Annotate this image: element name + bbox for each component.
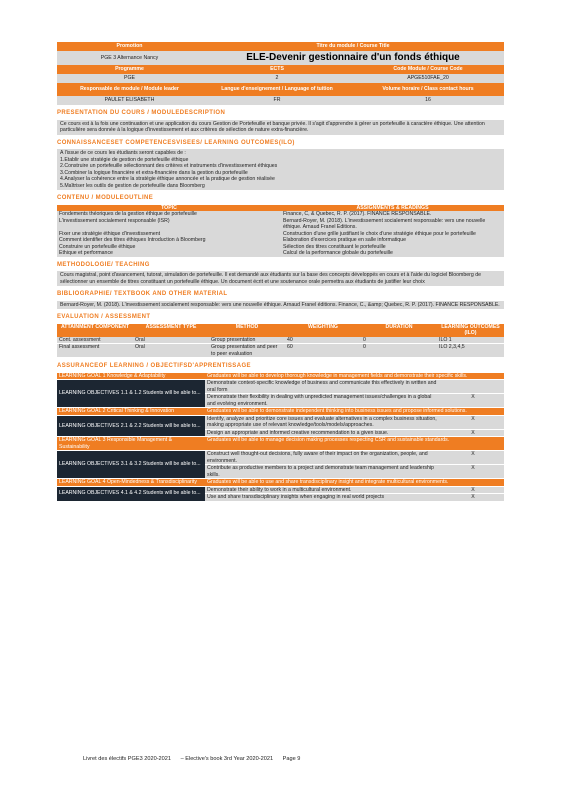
hours-value: 16 bbox=[425, 97, 431, 104]
objective-mark: X bbox=[442, 494, 504, 502]
goal-statement: Graduates will be able to use and share transdisciplinary insight and integrate multicultural environments. bbox=[205, 479, 504, 487]
table-row bbox=[57, 250, 504, 257]
eval-col-type: ASSESSMENT TYPE bbox=[145, 323, 197, 330]
course-title: ELE-Devenir gestionnaire d'un fonds éthique bbox=[246, 51, 460, 63]
eval-weight: 60 bbox=[285, 344, 361, 358]
language-value: FR bbox=[273, 97, 281, 104]
topic-cell: Fixer une stratégie éthique d'investissement bbox=[59, 230, 161, 237]
content-heading: CONTENU / MODULEOUTLINE bbox=[57, 195, 154, 201]
language-label: Langue d'enseignement / Language of tuition bbox=[221, 86, 333, 93]
assignment-cell: Finance, C, & Quebec, R. P. (2017). FINANCE RESPONSABLE. bbox=[283, 211, 432, 217]
content-table bbox=[57, 205, 504, 257]
topic-cell: Comment identifier des titres éthiques Introduction à Bloomberg bbox=[59, 237, 206, 243]
goal-statement: Graduates will be able to manage decision making processes respecting CSR and sustainable standards. bbox=[205, 437, 504, 451]
methodology-text: Cours magistral, point d'avancement, tutorat, simulation de portefeuille. Il est demandé aux étudiants sur la base des concepts développés en cours et à l'aide du logiciel Bloomberg de sélectionner un ensemble de titres constituant un portefeuille éthique. Un document écrit et une soutenance orale permettra aux étudiants de justifier leur choix bbox=[57, 271, 504, 286]
syllabus-page bbox=[57, 42, 504, 502]
bibliography-heading: BIBLIOGRAPHIE/ TEXTBOOK AND OTHER MATERIAL bbox=[57, 291, 228, 297]
objective-text: Identify, analyze and prioritize core issues and evaluate alternatives in a complex business situation, making appropriate use of relevant knowledge/tools/models/approaches. bbox=[205, 415, 442, 429]
methodology-heading: METHODOLOGIE/ TEACHING bbox=[57, 261, 150, 268]
promotion-label: Promotion bbox=[116, 43, 143, 50]
page-number: Page 9 bbox=[282, 756, 301, 762]
program-label: Programme bbox=[115, 66, 144, 73]
outcome-line: 1.Etablir une stratégie de gestion de portefeuille éthique bbox=[60, 156, 189, 163]
goal-statement: Graduates will be able to develop thorough knowledge in management fields and demonstrate their specific skills. bbox=[205, 373, 504, 380]
goal-statement: Graduates will be able to demonstrate independent thinking into business issues and propose informed solutions. bbox=[205, 408, 504, 416]
eval-component: Cont. assessment bbox=[57, 337, 133, 344]
outcome-line: A l'issue de ce cours les étudiants seront capables de : bbox=[60, 150, 186, 156]
goal-row bbox=[57, 437, 504, 451]
ects-label: ECTS bbox=[270, 66, 284, 73]
objective-text: Demonstrate their flexibility in dealing with unpredicted management issues/challenges in a global and evolving environment. bbox=[205, 394, 442, 408]
objective-label: LEARNING OBJECTIVES 2.1 & 2.2 Students will be able to... bbox=[57, 415, 205, 437]
footer-left: Livret des électifs PGE3 2020-2021 bbox=[83, 756, 171, 762]
eval-component: Final assessment bbox=[57, 344, 133, 358]
code-label: Code Module / Course Code bbox=[393, 66, 463, 73]
eval-type: Oral bbox=[133, 344, 209, 358]
objective-mark bbox=[442, 380, 504, 394]
topic-header: TOPIC bbox=[161, 204, 177, 211]
goal-label: LEARNING GOAL 4 Open-Mindedness & Transdisciplinarity bbox=[57, 479, 205, 487]
assignment-cell: Bernard-Royer, M. (2018). L'investissement socialement responsable: vers une nouvelle éthique. Arnaud Franel Editions. bbox=[283, 217, 486, 230]
goal-row bbox=[57, 479, 504, 487]
program-value: PGE bbox=[124, 75, 135, 82]
assignment-cell: Elaboration d'exercices pratique en salle informatique bbox=[283, 237, 406, 243]
aol-table bbox=[57, 373, 504, 502]
goal-label: LEARNING GOAL 1 Knowledge & Adaptability bbox=[57, 373, 205, 380]
objective-label: LEARNING OBJECTIVES 3.1 & 3.2 Students will be able to... bbox=[57, 451, 205, 479]
eval-type: Oral bbox=[133, 337, 209, 344]
objective-text: Use and share transdisciplinary insights when engaging in real world projects bbox=[205, 494, 442, 502]
eval-method: Group presentation and peer to peer evaluation bbox=[209, 344, 285, 358]
page-footer bbox=[83, 756, 308, 763]
goal-row bbox=[57, 373, 504, 380]
eval-duration: 0 bbox=[361, 344, 437, 358]
objective-row bbox=[57, 380, 504, 394]
objective-mark: X bbox=[442, 451, 504, 465]
outcome-line: 3.Combiner la logique financière et extra-financière dans la gestion du portefeuille bbox=[60, 169, 248, 176]
objective-row bbox=[57, 451, 504, 465]
outcome-line: 2.Construire un portefeuille sélectionnant des critères et instruments d'investissement éthiques bbox=[60, 163, 278, 169]
goal-row bbox=[57, 408, 504, 416]
eval-col-weighting: WEIGHTING bbox=[308, 323, 338, 330]
outcome-line: 4.Analyser la cohérence entre la stratégie éthique annoncée et la pratique de gestion réalisée bbox=[60, 176, 275, 182]
table-row bbox=[57, 344, 504, 358]
outcomes-heading: CONNAISSANCESET COMPETENCESVISEES/ LEARNING OUTCOMES(ILO) bbox=[57, 139, 295, 146]
eval-col-method: METHOD bbox=[235, 323, 259, 330]
objective-text: Contribute as productive members to a project and demonstrate team management and leadership skills. bbox=[205, 465, 442, 479]
assignment-cell: Calcul de la performance globale du portefeuille bbox=[283, 250, 393, 256]
outcomes-box bbox=[57, 149, 504, 190]
evaluation-heading: EVALUATION / ASSESSMENT bbox=[57, 314, 151, 320]
footer-mid: – Elective's book 3rd Year 2020-2021 bbox=[180, 756, 274, 762]
hours-label: Volume horaire / Class contact hours bbox=[382, 86, 474, 93]
presentation-text: Ce cours est à la fois une continuation et une application du cours Gestion de Portefeuille et banque privée. Il s'agit d'apprendre à gérer un portefeuille à caractère éthique. Une attention particulière sera donnée à la logique d'investissement et aux critères de sélection de nature extra-financière. bbox=[57, 120, 504, 135]
objective-text: Demonstrate context-specific knowledge of business and communicate this effectively in written and oral form bbox=[205, 380, 442, 394]
topic-cell: Construire un portefeuille éthique bbox=[59, 243, 136, 250]
evaluation-table bbox=[57, 324, 504, 359]
goal-label: LEARNING GOAL 3 Responsible Management & Sustainability bbox=[57, 437, 205, 451]
objective-mark: X bbox=[442, 415, 504, 429]
objective-text: Design an appropriate and informed creative recommendation to a given issue. bbox=[205, 429, 442, 437]
outcome-line: 5.Maîtriser les outils de gestion de portefeuille dans Bloomberg bbox=[60, 182, 205, 189]
assignment-cell: Construction d'une grille justifiant le choix d'une stratégie éthique pour le portefeuille bbox=[283, 230, 476, 237]
ects-value: 2 bbox=[275, 75, 279, 82]
code-value: APGE510FAE_20 bbox=[407, 75, 449, 82]
assignment-cell: Sélection des titres constituant le portefeuille bbox=[283, 243, 386, 250]
objective-mark: X bbox=[442, 394, 504, 408]
title-label: Titre du module / Course Title bbox=[316, 43, 390, 50]
objective-text: Demonstrate their ability to work in a multicultural environment. bbox=[205, 486, 442, 494]
table-row bbox=[57, 218, 504, 231]
topic-cell: Ethique et performance bbox=[59, 250, 113, 256]
objective-row bbox=[57, 486, 504, 494]
goal-label: LEARNING GOAL 2 Critical Thinking & Innovation bbox=[57, 408, 205, 416]
presentation-heading: PRESENTATION DU COURS / MODULEDESCRIPTION bbox=[57, 110, 226, 116]
assignments-header: ASSIGNMENTS & READINGS bbox=[356, 204, 429, 211]
promotion-value: PGE 3 Alternance Nancy bbox=[100, 54, 159, 61]
course-header bbox=[57, 42, 504, 105]
aol-heading: ASSURANCEOF LEARNING / OBJECTIFSD'APPRENTISSAGE bbox=[57, 363, 251, 369]
leader-label: Responsable de module / Module leader bbox=[80, 86, 179, 93]
eval-col-ilo: LEARNING OUTCOMES (ILO) bbox=[441, 323, 500, 336]
eval-ilo: ILO 2,3,4,5 bbox=[437, 344, 504, 358]
topic-cell: Fondements théoriques de la gestion éthique de portefeuille bbox=[59, 211, 197, 217]
eval-method: Group presentation bbox=[209, 337, 285, 344]
eval-col-component: ATTAINMENT COMPONENT bbox=[60, 323, 130, 330]
objective-mark: X bbox=[442, 486, 504, 494]
eval-weight: 40 bbox=[285, 337, 361, 344]
objective-row bbox=[57, 415, 504, 429]
objective-text: Construct well thought-out decisions, fully aware of their impact on the organization, people, and environment. bbox=[205, 451, 442, 465]
objective-mark: X bbox=[442, 465, 504, 479]
eval-col-duration: DURATION bbox=[385, 323, 413, 330]
objective-mark: X bbox=[442, 429, 504, 437]
topic-cell: L'investissement socialement responsable (ISR) bbox=[59, 217, 170, 224]
eval-ilo: ILO 1 bbox=[437, 337, 504, 344]
table-row bbox=[57, 337, 504, 344]
eval-duration: 0 bbox=[361, 337, 437, 344]
bibliography-text: Bernard-Royer, M. (2018). L'investissement socialement responsable: vers une nouvelle éthique. Arnaud Franel éditions. Finance, C., &amp; Quebec, R. P. (2017). FINANCE RESPONSABLE. bbox=[57, 301, 504, 310]
leader-value: PAULET ELISABETH bbox=[104, 97, 155, 104]
objective-label: LEARNING OBJECTIVES 4.1 & 4.2 Students will be able to... bbox=[57, 486, 205, 501]
objective-label: LEARNING OBJECTIVES 1.1 & 1.2 Students will be able to... bbox=[57, 380, 205, 408]
